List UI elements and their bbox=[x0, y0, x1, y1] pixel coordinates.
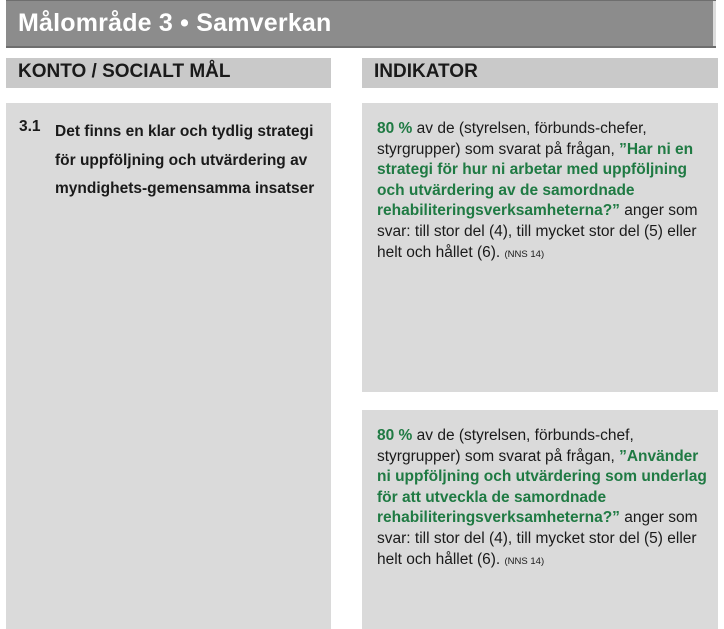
indicator-question: ”Har ni en strategi för hur ni arbetar med uppföljning och utvärdering av de samordnade rehabiliteringsverksamheterna?” bbox=[377, 140, 694, 220]
column-header-indicator: INDIKATOR bbox=[362, 58, 718, 88]
goal-panel bbox=[6, 103, 331, 629]
indicator-intro: av de (styrelsen, förbunds-chefer, styrgrupper) som svarat på frågan, bbox=[377, 120, 647, 158]
indicator-outro: anger som svar: till stor del (4), till mycket stor del (5) eller helt och hållet (6). bbox=[377, 509, 698, 568]
indicator-text-2 bbox=[377, 426, 707, 572]
indicator-intro: av de (styrelsen, förbunds-chef, styrgrupper) som svarat på frågan, bbox=[377, 427, 634, 465]
goal-text: Det finns en klar och tydlig strategi för uppföljning och utvärdering av myndighets-gemensamma insatser bbox=[55, 123, 315, 197]
title-bar bbox=[6, 0, 716, 48]
indicator-panel-2 bbox=[362, 410, 718, 629]
indicator-percent: 80 % bbox=[377, 120, 413, 137]
indicator-percent: 80 % bbox=[377, 427, 413, 444]
indicator-source: (NNS 14) bbox=[504, 248, 545, 260]
goal-number: 3.1 bbox=[19, 118, 41, 135]
indicator-text-1 bbox=[377, 119, 707, 265]
indicator-question: ”Använder ni uppföljning och utvärdering som underlag för att utveckla de samordnade rehabiliteringsverksamheterna?” bbox=[377, 447, 707, 527]
title-bar-edge bbox=[713, 1, 716, 46]
page-title: Målområde 3 • Samverkan bbox=[18, 9, 332, 37]
indicator-source: (NNS 14) bbox=[504, 555, 545, 567]
indicator-outro: anger som svar: till stor del (4), till mycket stor del (5) eller helt och hållet (6). bbox=[377, 202, 698, 261]
column-header-goal: KONTO / SOCIALT MÅL bbox=[6, 58, 331, 88]
indicator-panel-1 bbox=[362, 103, 718, 392]
